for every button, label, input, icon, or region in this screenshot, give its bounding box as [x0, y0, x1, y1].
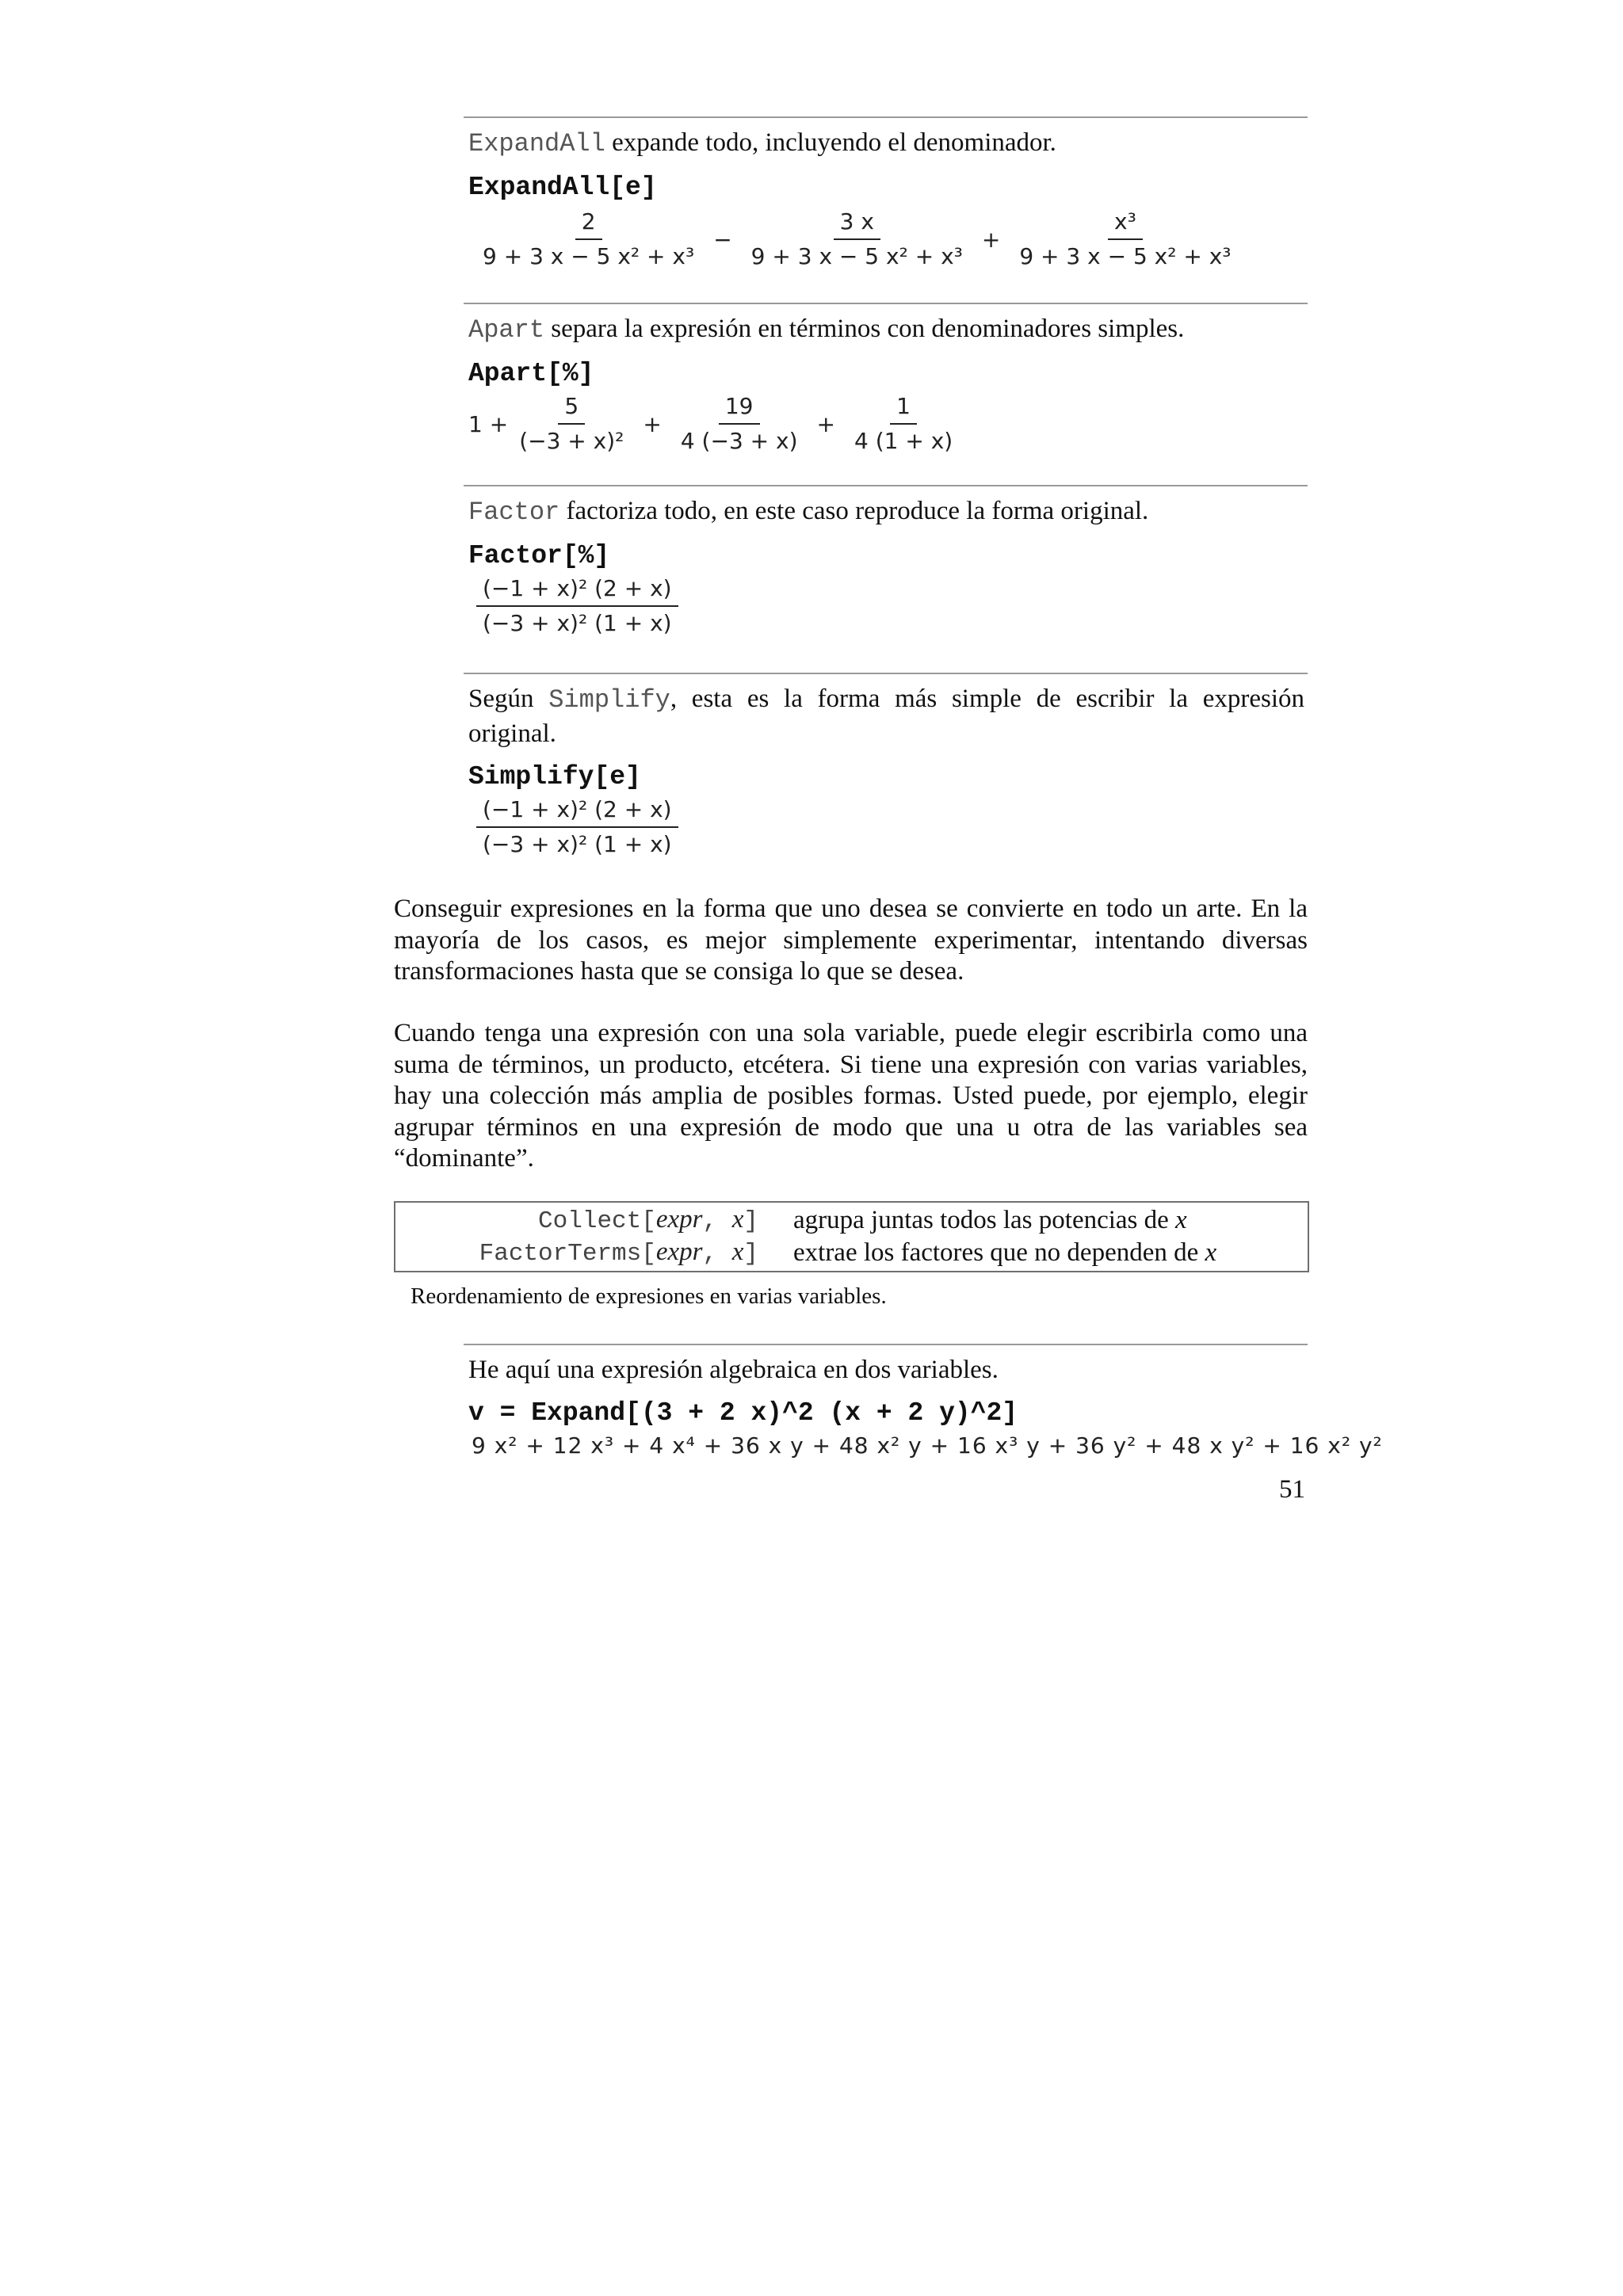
page-number: 51	[1279, 1475, 1305, 1504]
apart-description: Apart separa la expresión en términos con denominadores simples.	[468, 315, 1185, 345]
expandall-input: ExpandAll[e]	[468, 173, 657, 202]
table-row	[395, 1237, 1308, 1268]
simplify-description: Según Simplify, esta es la forma más simple de escribir la expresión original.	[468, 685, 1305, 748]
paragraph-2: Cuando tenga una expresión con una sola variable, puede elegir escribirla como una suma de términos, un producto, etcétera. Si tiene una expresión con varias variables, hay una colección más amplia de posibles formas. Usted puede, por ejemplo, elegir agrupar términos en una expresión de modo que una u otra de las variables sea “dominante”.	[394, 1019, 1308, 1173]
fraction: $\frac{\text{(−1 + x)² (2 + x)}}{\text{(−3 + x)² (1 + x)}}$	[476, 796, 678, 858]
expand2-input: v = Expand[(3 + 2 x)^2 (x + 2 y)^2]	[468, 1398, 1018, 1428]
table-caption: Reordenamiento de expresiones en varias variables.	[411, 1283, 887, 1309]
simplify-command: Simplify	[548, 685, 670, 715]
expand2-output: 9 x² + 12 x³ + 4 x⁴ + 36 x y + 48 x² y + 16 x³ y + 36 y² + 48 x y² + 16 x² y²	[472, 1432, 1383, 1459]
apart-output: 1 + $\frac{5}{\text{(−3 + x)²}}$ + $\frac{19}{4 (-3 + x)}$ + $\frac{1}{4 (1 + x)}$	[464, 393, 1308, 455]
function-signature: FactorTerms[expr, x]	[479, 1238, 758, 1268]
expandall-command: ExpandAll	[468, 129, 605, 158]
apart-cell	[464, 303, 1308, 455]
fraction: $\frac{\text{(−1 + x)² (2 + x)}}{\text{(−3 + x)² (1 + x)}}$	[476, 575, 678, 637]
factor-command: Factor	[468, 498, 560, 527]
function-description: agrupa juntas todos las potencias de x	[793, 1205, 1187, 1234]
simplify-input: Simplify[e]	[468, 762, 641, 791]
expandall-cell	[464, 116, 1308, 270]
simplify-cell	[464, 673, 1308, 858]
fraction: $\frac{\text{x³}}{\text{9 + 3 x − 5 x² + x³}}$	[1019, 208, 1232, 269]
table-row	[395, 1204, 1308, 1236]
function-signature: Collect[expr, x]	[538, 1205, 758, 1235]
fraction: $\frac{3 x}{\text{9 + 3 x − 5 x² + x³}}$	[750, 208, 963, 269]
expandall-output: $\frac{2}{\text{9 + 3 x − 5 x² + x³}}$ − $\frac{3 x}{\text{9 + 3 x − 5 x² + x³}}$ + $\frac{\text{x³}}{\text{9 + 3 x − 5 x² + x³}}$	[464, 208, 1308, 270]
function-description: extrae los factores que no dependen de x	[793, 1238, 1217, 1267]
factor-description: Factor factoriza todo, en este caso reproduce la forma original.	[468, 497, 1149, 527]
apart-input: Apart[%]	[468, 359, 594, 388]
factor-output	[464, 575, 1308, 637]
apart-command: Apart	[468, 315, 545, 345]
expandall-description: ExpandAll expande todo, incluyendo el denominador.	[468, 128, 1056, 158]
fraction: $\frac{2}{\text{9 + 3 x − 5 x² + x³}}$	[483, 208, 695, 269]
fraction: $\frac{19}{4 (-3 + x)}$	[680, 393, 798, 454]
expand2-cell	[464, 1344, 1383, 1459]
expand2-description: He aquí una expresión algebraica en dos variables.	[468, 1356, 999, 1384]
function-table	[394, 1201, 1309, 1272]
factor-input: Factor[%]	[468, 541, 610, 570]
fraction: $\frac{1}{4 (1 + x)}$	[854, 393, 953, 454]
paragraph-1: Conseguir expresiones en la forma que uno desea se convierte en todo un arte. En la mayoría de los casos, es mejor simplemente experimentar, intentando diversas transformaciones hasta que se consiga lo que se desea.	[394, 894, 1308, 986]
fraction: $\frac{5}{\text{(−3 + x)²}}$	[519, 393, 624, 454]
simplify-output	[464, 796, 1308, 858]
factor-cell	[464, 485, 1308, 637]
